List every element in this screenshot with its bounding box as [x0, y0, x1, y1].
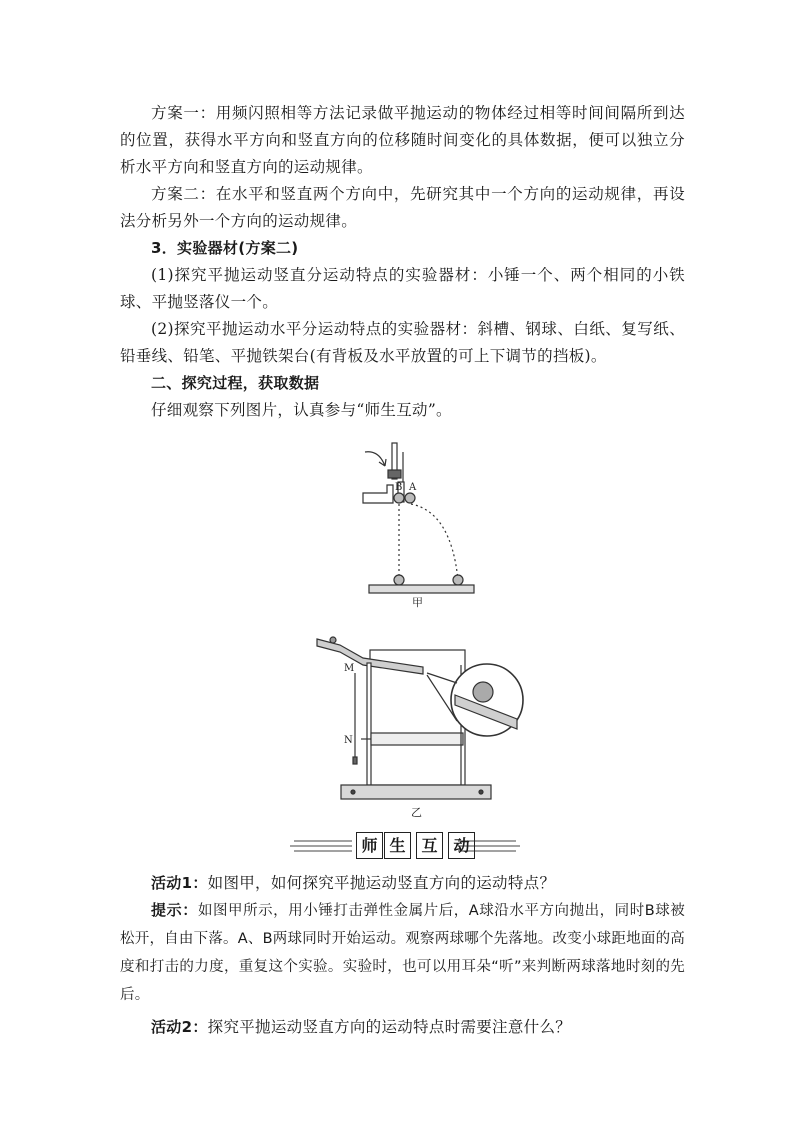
- label-m: M: [344, 663, 355, 674]
- hint-label: 提示：: [151, 901, 198, 919]
- activity-2-label: 活动2：: [151, 1018, 208, 1036]
- ground-board: [369, 585, 474, 593]
- label-a: A: [409, 482, 417, 493]
- paragraph-scheme-one: 方案一：用频闪照相等方法记录做平抛运动的物体经过相等时间间隔所到达的位置，获得水平方向和竖直方向的位移随时间变化的具体数据，便可以独立分析水平方向和竖直方向的运动规律。: [120, 104, 685, 176]
- equipment-item-1: (1)探究平抛运动竖直分运动特点的实验器材：小锤一个、两个相同的小铁球、平抛竖落仪一个。: [120, 266, 685, 311]
- stand-bracket: [363, 485, 393, 503]
- banner-char-3: 互: [416, 832, 443, 859]
- activity-1-label: 活动1：: [151, 874, 208, 892]
- banner-char-4: 动: [448, 832, 475, 859]
- heading-equipment: 3．实验器材(方案二): [151, 239, 299, 257]
- paragraph-scheme-two: 方案二：在水平和竖直两个方向中，先研究其中一个方向的运动规律，再设法分析另外一个方向的运动规律。: [120, 185, 685, 230]
- base-board: [341, 785, 491, 799]
- banner-char-2: 生: [384, 832, 411, 859]
- instruction-text: 仔细观察下列图片，认真参与“师生互动”。: [151, 401, 452, 419]
- hint-paragraph: [120, 897, 685, 1009]
- ball-a-trajectory: [411, 504, 458, 580]
- activity-1-question: 如图甲，如何探究平抛运动竖直方向的运动特点？: [207, 874, 556, 892]
- ball-b-bottom: [394, 575, 404, 585]
- adjustable-baffle: [371, 733, 463, 745]
- hint-text: 如图甲所示，用小锤打击弹性金属片后，A球沿水平方向抛出，同时B球被松开，自由下落。A、B两球同时开始运动。观察两球哪个先落地。改变小球距地面的高度和打击的力度，重复这个实验。实验时，也可以用耳朵“听”来判断两球落地时刻的先后。: [120, 903, 686, 1003]
- ball-b-top: [394, 493, 404, 503]
- label-b: B: [395, 482, 403, 493]
- banner-char-1: 师: [356, 832, 383, 859]
- ball-a-top: [405, 493, 415, 503]
- label-n: N: [344, 735, 353, 746]
- stand-pole: [367, 663, 371, 785]
- activity-2-question: 探究平抛运动竖直方向的运动特点时需要注意什么？: [207, 1018, 572, 1036]
- hammer-head: [388, 470, 401, 478]
- figure-caption-jia: 甲: [412, 596, 423, 609]
- section-heading: 二、探究过程，获取数据: [151, 374, 320, 392]
- figure-yi: [305, 625, 527, 820]
- chute-ball: [330, 637, 336, 643]
- banner-left-lines: [290, 839, 352, 853]
- plumb-bob: [353, 757, 357, 764]
- activity-2: [120, 1014, 685, 1041]
- activity-1: [120, 870, 685, 897]
- figure-caption-yi: 乙: [411, 806, 422, 819]
- equipment-item-2: (2)探究平抛运动水平分运动特点的实验器材：斜槽、钢球、白纸、复写纸、铅垂线、铅笔、平抛铁架台(有背板及水平放置的可上下调节的挡板)。: [120, 320, 685, 365]
- figure-jia: [355, 438, 485, 610]
- ball-a-bottom: [453, 575, 463, 585]
- magnified-ball: [473, 682, 493, 702]
